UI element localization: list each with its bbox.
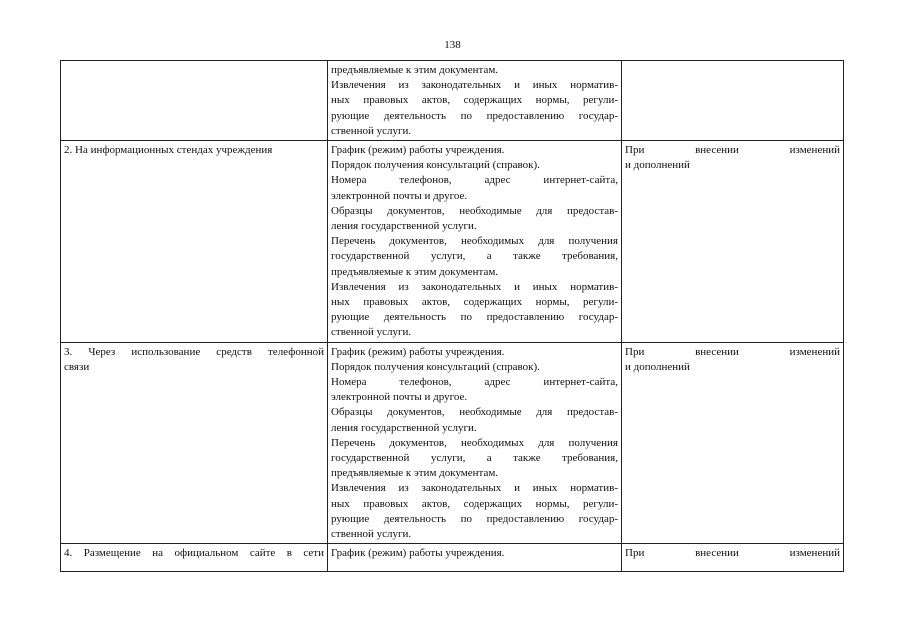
info-content-cell (328, 141, 622, 343)
text-line: Извлечения из законодательных и иных норматив- (331, 280, 618, 293)
text-line: Номера телефонов, адрес интернет-сайта, (331, 376, 618, 389)
text-line: ственной услуги. (331, 326, 412, 339)
text-line: и дополнений (625, 360, 690, 373)
info-method-cell (61, 342, 328, 544)
text-line: предъявляемые к этим документам. (331, 467, 499, 480)
text-line: Образцы документов, необходимые для предостав- (331, 406, 618, 419)
text-line: Извлечения из законодательных и иных норматив- (331, 482, 618, 495)
text-line: Номера телефонов, адрес интернет-сайта, (331, 174, 618, 187)
text-line: График (режим) работы учреждения. (331, 345, 505, 358)
text-line: ственной услуги. (331, 124, 412, 137)
table-row (61, 61, 844, 141)
text-line: государственной услуги, а также требования, (331, 452, 618, 465)
update-timing-cell (622, 544, 844, 572)
table-row (61, 544, 844, 572)
text-line: ных правовых актов, содержащих нормы, регули- (331, 497, 618, 510)
update-timing-cell (622, 61, 844, 141)
empty-line (64, 63, 324, 78)
text-line: рующие деятельность по предоставлению государ- (331, 512, 618, 525)
update-timing-cell (622, 342, 844, 544)
text-line: 3. Через использование средств телефонной (64, 345, 324, 358)
text-line: Порядок получения консультаций (справок). (331, 360, 540, 373)
text-line: При внесении изменений (625, 547, 840, 560)
text-line: График (режим) работы учреждения. (331, 547, 505, 560)
text-line: Перечень документов, необходимых для получения (331, 235, 618, 248)
page-number: 138 (444, 39, 461, 51)
text-line: и дополнений (625, 159, 690, 172)
empty-line (625, 63, 840, 78)
text-line: Перечень документов, необходимых для получения (331, 436, 618, 449)
text-line: рующие деятельность по предоставлению государ- (331, 311, 618, 324)
info-method-cell (61, 61, 328, 141)
text-line: государственной услуги, а также требования, (331, 250, 618, 263)
text-line: Образцы документов, необходимые для предостав- (331, 204, 618, 217)
info-method-cell (61, 544, 328, 572)
info-content-cell (328, 61, 622, 141)
text-line: ления государственной услуги. (331, 421, 477, 434)
info-method-cell (61, 141, 328, 343)
text-line: электронной почты и другое. (331, 189, 468, 202)
text-line: предъявляемые к этим документам. (331, 265, 499, 278)
text-line: 4. Размещение на официальном сайте в сети (64, 547, 324, 560)
services-info-table (60, 60, 844, 572)
table-row (61, 342, 844, 544)
text-line: ных правовых актов, содержащих нормы, регули- (331, 296, 618, 309)
text-line: При внесении изменений (625, 144, 840, 157)
text-line: связи (64, 360, 90, 373)
text-line: ных правовых актов, содержащих нормы, регули- (331, 94, 618, 107)
text-line: Извлечения из законодательных и иных норматив- (331, 79, 618, 92)
table-row (61, 141, 844, 343)
text-line: рующие деятельность по предоставлению государ- (331, 109, 618, 122)
text-line: 2. На информационных стендах учреждения (64, 144, 273, 157)
text-line: электронной почты и другое. (331, 391, 468, 404)
update-timing-cell (622, 141, 844, 343)
text-line: ственной услуги. (331, 528, 412, 541)
text-line: График (режим) работы учреждения. (331, 144, 505, 157)
text-line: Порядок получения консультаций (справок). (331, 159, 540, 172)
text-line: предъявляемые к этим документам. (331, 64, 499, 76)
info-content-cell (328, 342, 622, 544)
info-content-cell (328, 544, 622, 572)
text-line: ления государственной услуги. (331, 220, 477, 233)
text-line: При внесении изменений (625, 345, 840, 358)
